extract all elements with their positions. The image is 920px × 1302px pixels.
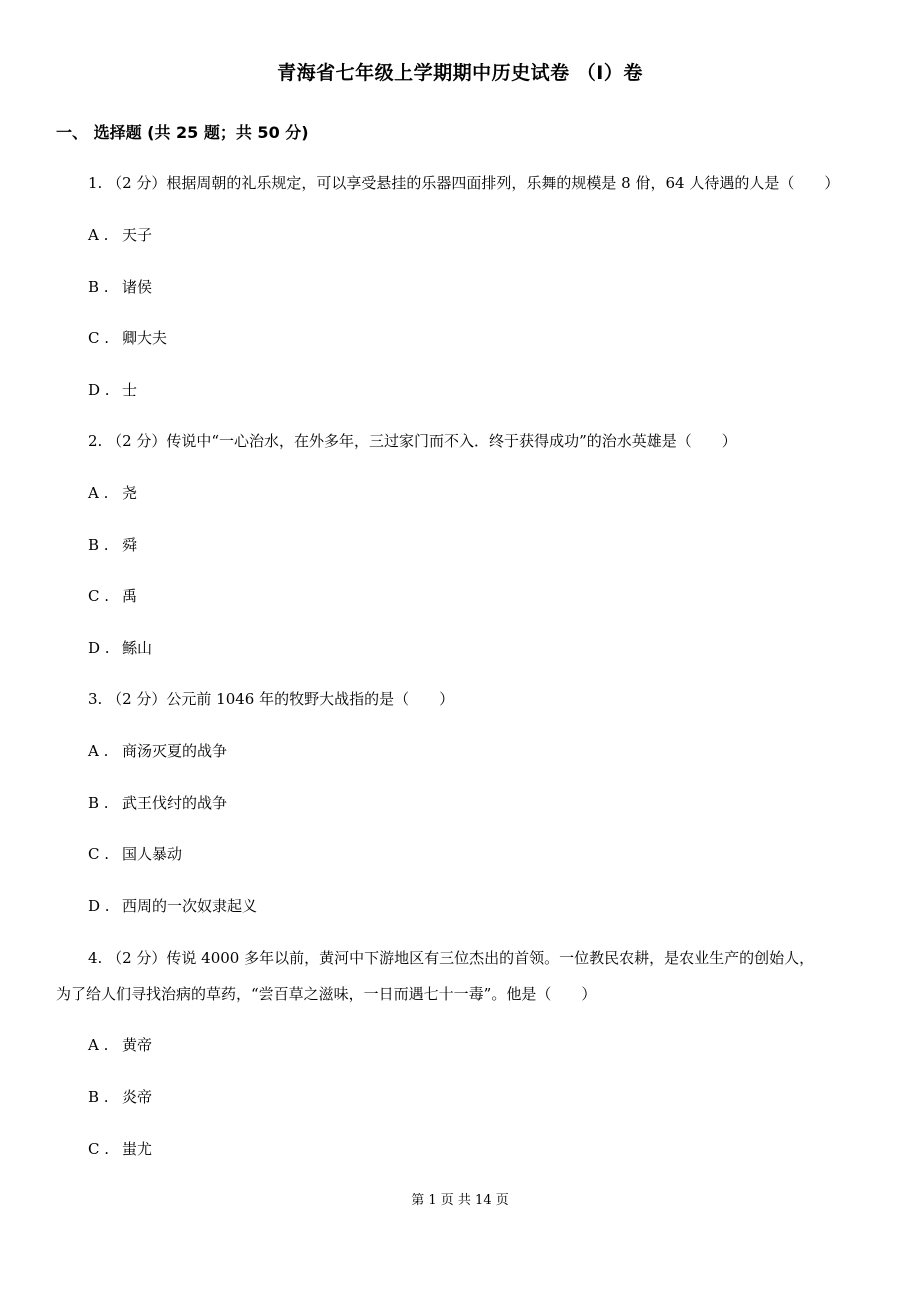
question-2-option-c (88, 586, 137, 606)
option-label: C . (88, 329, 110, 347)
option-text: 舜 (122, 536, 138, 554)
option-text: 天子 (122, 226, 153, 244)
question-1-option-c (88, 328, 167, 348)
question-4-option-c (88, 1139, 152, 1159)
option-label: C . (88, 1140, 110, 1158)
section-heading: 一、 选择题 (共 25 题；共 50 分) (56, 123, 309, 142)
option-text: 蚩尤 (122, 1140, 153, 1158)
option-text: 国人暴动 (122, 845, 183, 863)
question-3-stem: 3. （2 分）公元前 1046 年的牧野大战指的是（ ） (88, 690, 455, 708)
option-text: 诸侯 (122, 278, 153, 296)
option-text: 商汤灭夏的战争 (122, 742, 228, 760)
option-label: D . (88, 381, 110, 399)
question-1-stem: 1. （2 分）根据周朝的礼乐规定，可以享受悬挂的乐器四面排列，乐舞的规模是 8 佾，64 人待遇的人是（ ） (88, 174, 840, 192)
option-label: B . (88, 794, 109, 812)
question-2-option-b (88, 535, 137, 555)
option-text: 西周的一次奴隶起义 (122, 897, 258, 915)
option-text: 武王伐纣的战争 (122, 794, 228, 812)
page-footer: 第 1 页 共 14 页 (411, 1193, 509, 1208)
question-4-option-a (88, 1035, 152, 1055)
option-label: A . (88, 742, 109, 760)
option-label: A . (88, 1036, 109, 1054)
option-text: 炎帝 (122, 1088, 153, 1106)
option-label: A . (88, 484, 109, 502)
option-label: B . (88, 536, 109, 554)
question-1-option-a (88, 225, 152, 245)
option-label: C . (88, 845, 110, 863)
question-1-option-b (88, 277, 152, 297)
question-3-option-b (88, 793, 227, 813)
option-text: 士 (122, 381, 138, 399)
question-2-option-a (88, 483, 137, 503)
question-2-stem: 2. （2 分）传说中“一心治水，在外多年，三过家门而不入．终于获得成功”的治水英雄是（ ） (88, 432, 737, 450)
option-label: B . (88, 278, 109, 296)
option-text: 卿大夫 (122, 329, 168, 347)
option-text: 禹 (122, 587, 138, 605)
option-text: 黄帝 (122, 1036, 153, 1054)
question-3-option-a (88, 741, 227, 761)
question-3-option-c (88, 844, 182, 864)
question-3-option-d (88, 896, 257, 916)
option-label: A . (88, 226, 109, 244)
option-label: D . (88, 897, 110, 915)
option-label: B . (88, 1088, 109, 1106)
question-1-option-d (88, 380, 137, 400)
option-label: D . (88, 639, 110, 657)
option-text: 鲧山 (122, 639, 153, 657)
question-4-stem-continued: 为了给人们寻找治病的草药，“尝百草之滋味，一日而遇七十一毒”。他是（ ） (56, 985, 597, 1003)
question-4-stem: 4. （2 分）传说 4000 多年以前，黄河中下游地区有三位杰出的首领。一位教民农耕，是农业生产的创始人， (88, 949, 815, 967)
question-4-option-b (88, 1087, 152, 1107)
page-title: 青海省七年级上学期期中历史试卷 （I）卷 (277, 62, 643, 84)
option-label: C . (88, 587, 110, 605)
question-2-option-d (88, 638, 152, 658)
option-text: 尧 (122, 484, 138, 502)
